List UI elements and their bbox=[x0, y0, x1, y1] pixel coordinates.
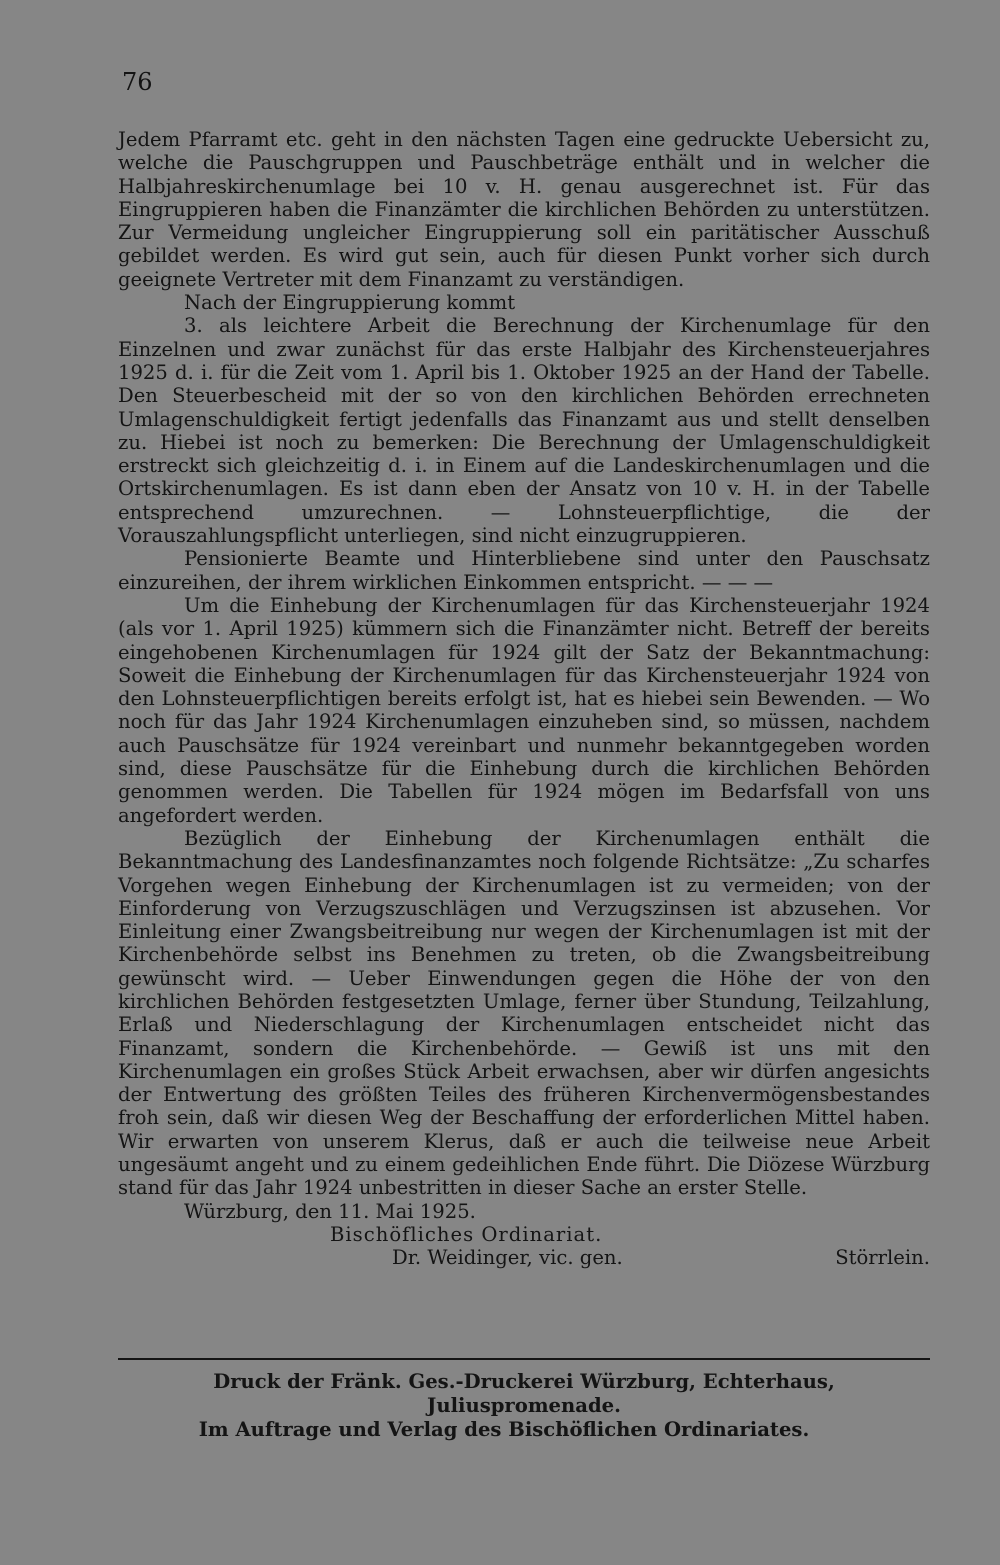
divider-rule bbox=[118, 1358, 930, 1360]
paragraph: Pensionierte Beamte und Hinterbliebene sind unter den Pauschsatz einzureihen, der ihrem wirklichen Einkommen entspricht. — — — bbox=[118, 547, 930, 594]
paragraph: Bezüglich der Einhebung der Kirchenumlagen enthält die Bekanntmachung des Landesfinanzamtes noch folgende Richtsätze: „Zu scharfes Vorgehen wegen Einhebung der Kirchenumlagen ist zu vermeiden; von der Einforderung von Verzugszuschlägen und Verzugszinsen ist abzusehen. Vor Einleitung einer Zwangsbeitreibung nur wegen der Kirchenumlagen ist mit der Kirchenbehörde selbst ins Benehmen zu treten, ob die Zwangsbeitreibung gewünscht wird. — Ueber Einwendungen gegen die Höhe der von den kirchlichen Behörden festgesetzten Umlage, ferner über Stundung, Teilzahlung, Erlaß und Niederschlagung der Kirchenumlagen entscheidet nicht das Finanzamt, sondern die Kirchenbehörde. — Gewiß ist uns mit den Kirchenumlagen ein großes Stück Arbeit erwachsen, aber wir dürfen angesichts der Entwertung des größten Teiles des früheren Kirchenvermögensbestandes froh sein, daß wir diesen Weg der Beschaffung der erforderlichen Mittel haben. Wir erwarten von unserem Klerus, daß er auch die teilweise neue Arbeit ungesäumt angeht und zu einem gedeihlichen Ende führt. Die Diözese Würzburg stand für das Jahr 1924 unbestritten in dieser Sache an erster Stelle. bbox=[118, 826, 930, 1200]
countersignatory: Störrlein. bbox=[835, 1246, 930, 1270]
paragraph: Um die Einhebung der Kirchenumlagen für das Kirchensteuerjahr 1924 (als vor 1. April 1925) kümmern sich die Finanzämter nicht. Betreff der bereits eingehobenen Kirchenumlagen für 1924 gilt der Satz der Bekanntmachung: Soweit die Einhebung der Kirchenumlagen für das Kirchensteuerjahr 1924 von den Lohnsteuerpflichtigen bereits erfolgt ist, hat es hiebei sein Bewenden. — Wo noch für das Jahr 1924 Kirchenumlagen einzuheben sind, so müssen, nachdem auch Pauschsätze für 1924 vereinbart und nunmehr bekanntgegeben worden sind, diese Pauschsätze für die Einhebung durch die kirchlichen Behörden genommen werden. Die Tabellen für 1924 mögen im Bedarfsfall von uns angefordert werden. bbox=[118, 593, 930, 827]
paragraph: Nach der Eingruppierung kommt bbox=[184, 291, 516, 315]
signature-line bbox=[118, 1246, 930, 1269]
place-date: Würzburg, den 11. Mai 1925. bbox=[184, 1199, 476, 1223]
printer-imprint bbox=[118, 1370, 930, 1442]
page-number: 76 bbox=[122, 68, 153, 96]
signatory: Dr. Weidinger, vic. gen. bbox=[392, 1246, 623, 1270]
issuing-office: Bischöfliches Ordinariat. bbox=[330, 1222, 603, 1246]
imprint-line: Im Auftrage und Verlag des Bischöflichen Ordinariates. bbox=[198, 1418, 810, 1441]
paragraph: 3. als leichtere Arbeit die Berechnung der Kirchenumlage für den Einzelnen und zwar zunächst für das erste Halbjahr des Kirchensteuerjahres 1925 d. i. für die Zeit vom 1. April bis 1. Oktober 1925 an der Hand der Tabelle. Den Steuerbescheid mit der so von den kirchlichen Behörden errechneten Umlagenschuldigkeit fertigt jedenfalls das Finanzamt aus und stellt denselben zu. Hiebei ist noch zu bemerken: Die Berechnung der Umlagenschuldigkeit erstreckt sich gleichzeitig d. i. in Einem auf die Landeskirchenumlagen und die Ortskirchenumlagen. Es ist dann eben der Ansatz von 10 v. H. in der Tabelle entsprechend umzurechnen. — Lohnsteuerpflichtige, die der Vorauszahlungspflicht unterliegen, sind nicht einzugruppieren. bbox=[118, 314, 930, 548]
imprint-line: Druck der Fränk. Ges.-Druckerei Würzburg, Echterhaus, Juliuspromenade. bbox=[213, 1370, 835, 1417]
paragraph: Jedem Pfarramt etc. geht in den nächsten Tagen eine gedruckte Uebersicht zu, welche die Pauschgruppen und Pauschbeträge enthält und in welcher die Halbjahreskirchenumlage bei 10 v. H. genau ausgerechnet ist. Für das Eingruppieren haben die Finanzämter die kirchlichen Behörden zu unterstützen. Zur Vermeidung ungleicher Eingruppierung soll ein paritätischer Ausschuß gebildet werden. Es wird gut sein, auch für diesen Punkt vorher sich durch geeignete Vertreter mit dem Finanzamt zu verständigen. bbox=[118, 128, 930, 291]
body-text bbox=[118, 128, 930, 1270]
